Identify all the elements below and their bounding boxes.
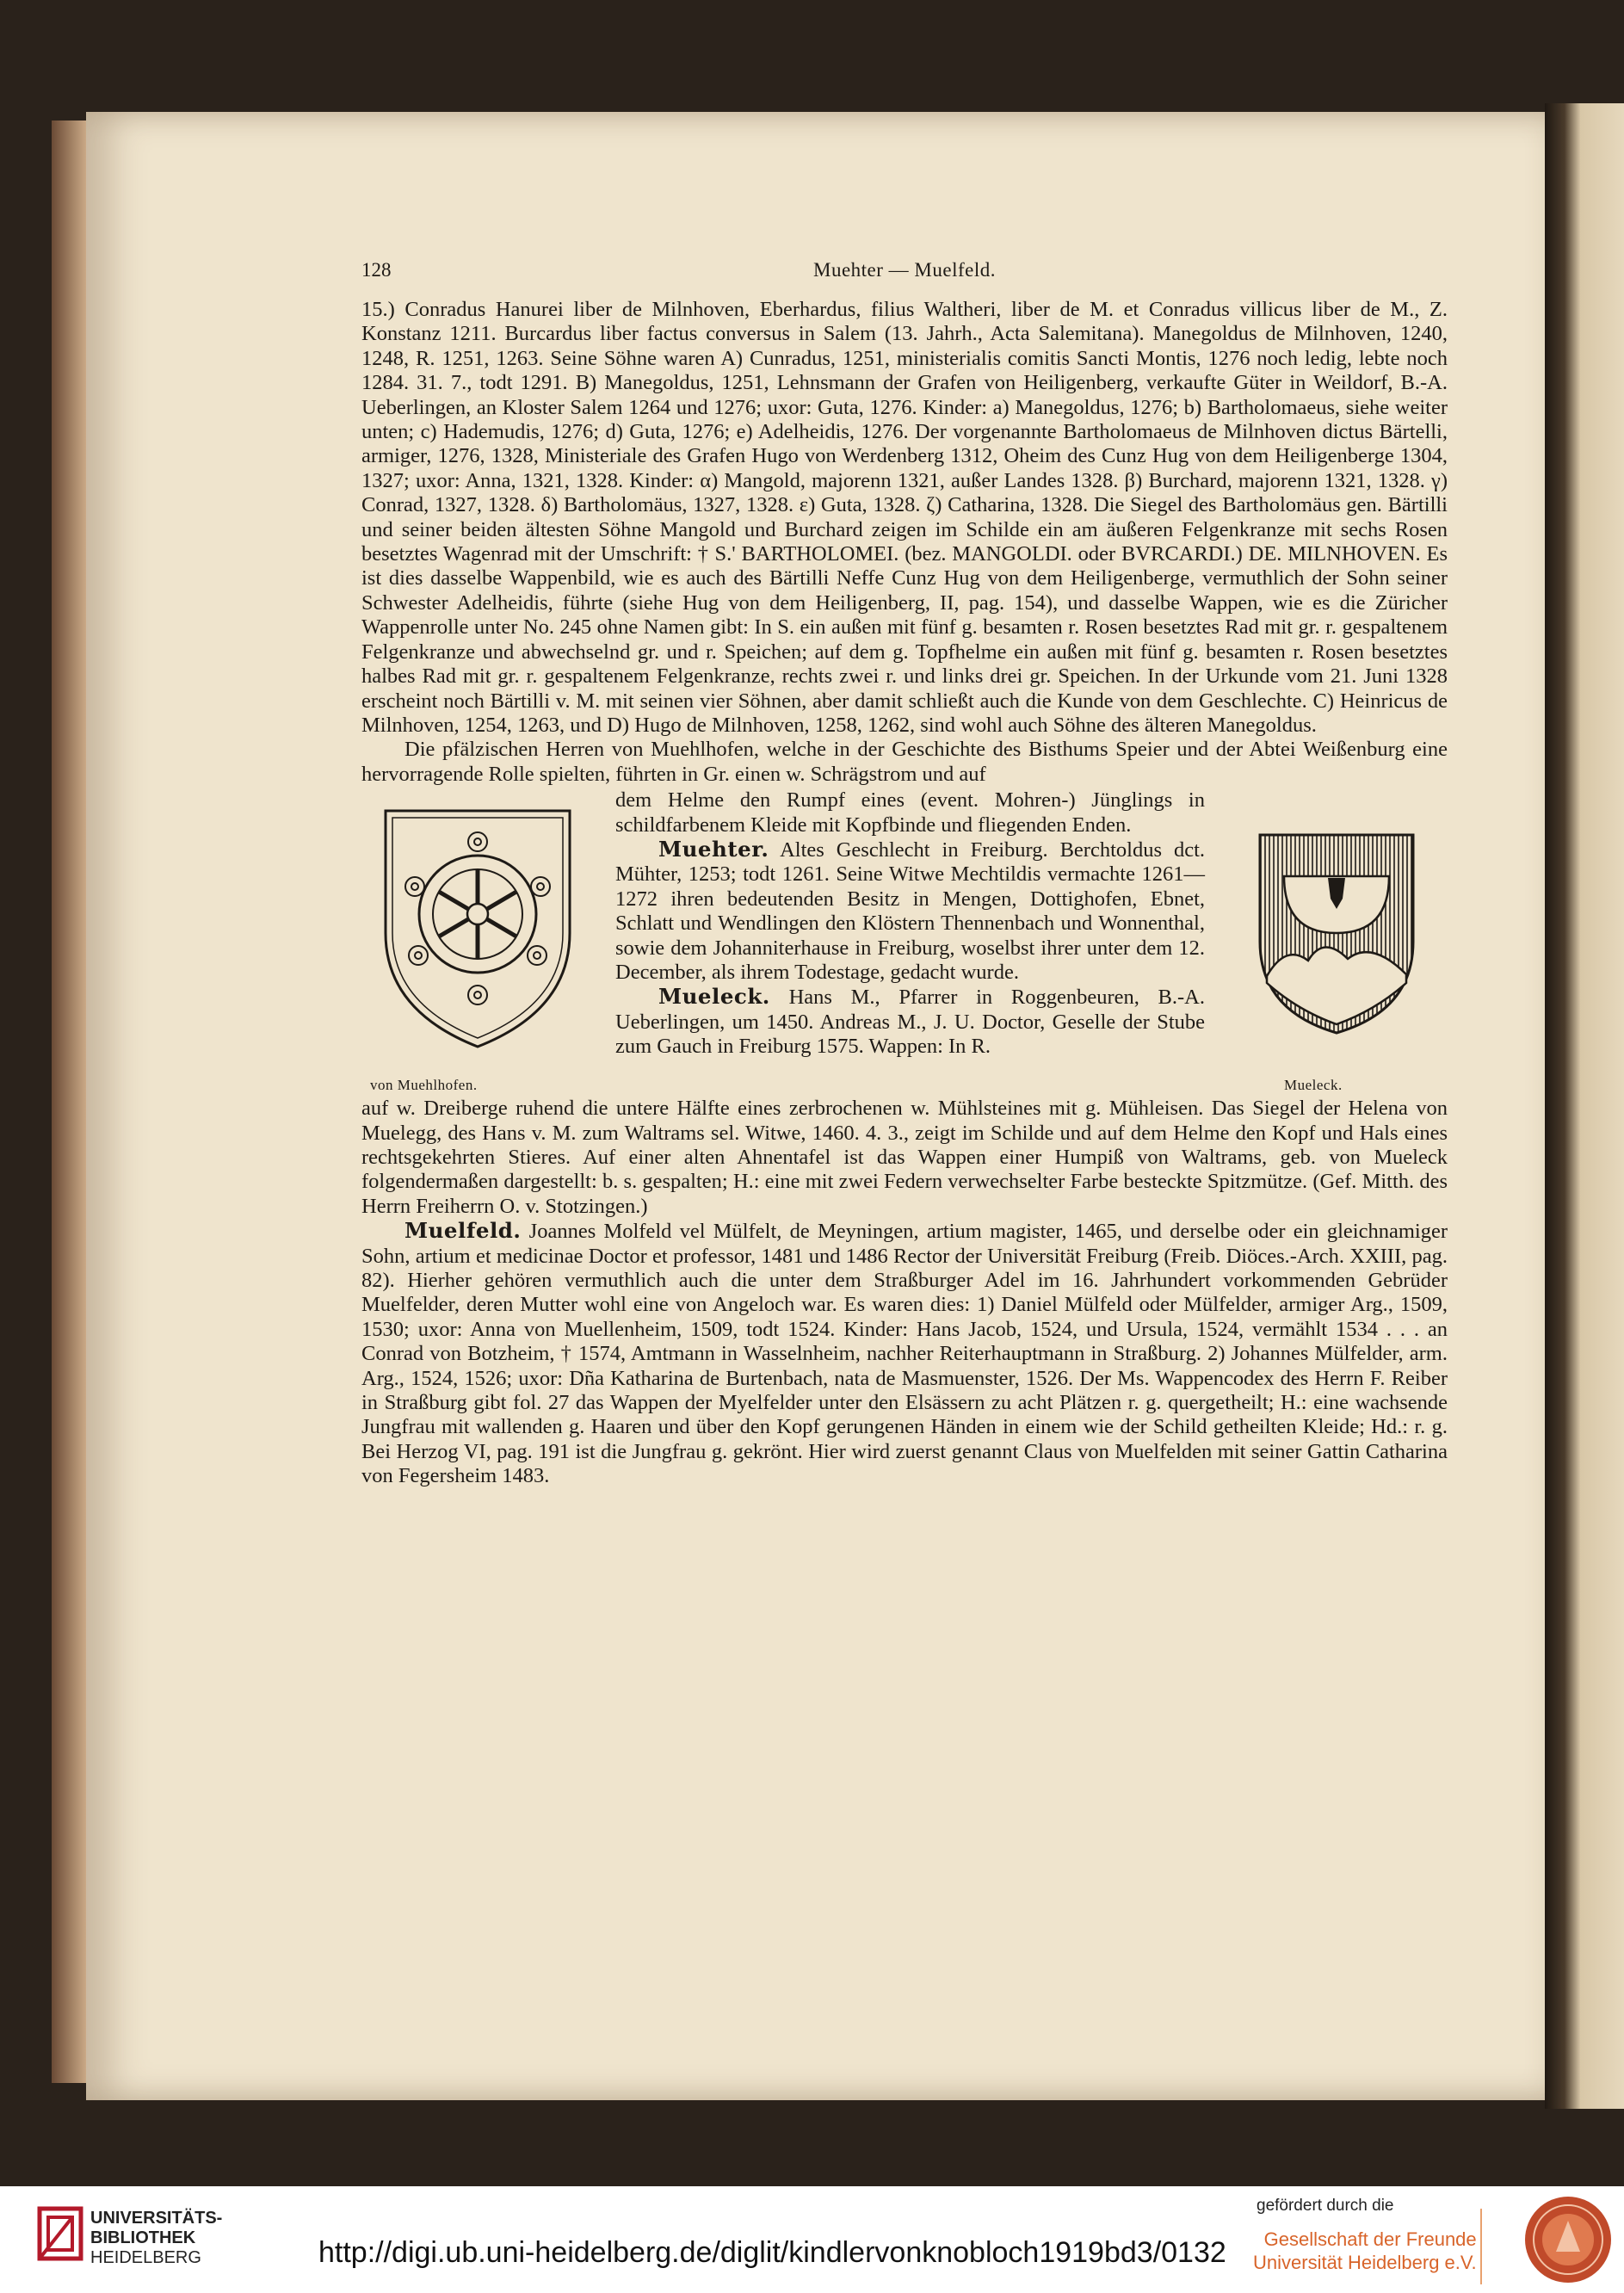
library-name	[90, 2209, 222, 2268]
permalink-url[interactable]: http://digi.ub.uni-heidelberg.de/diglit/kindlervonknobloch1919bd3/0132	[318, 2236, 1226, 2269]
supported-by-text: gefördert durch die	[1257, 2197, 1394, 2215]
university-seal-icon	[1523, 2195, 1613, 2284]
paragraph-mueleck-continued: auf w. Dreiberge ruhend die untere Hälfte eines zerbrochenen w. Mühlsteines mit g. Mühleisen. Das Siegel der Helena von Muelegg, des Hans v. M. zum Waltrams sel. Witwe, 1460. 4. 3., zeigt im Schilde und auf dem Helme den Kopf und Hals eines rechtsgekehrten Stieres. Auf einer alten Ahnentafel ist das Wappen einer Humpiß von Waltrams, geb. von Mueleck folgendermaßen dargestellt: b. s. gespalten; H.: eine mit zwei Federn verwechselter Farbe besteckte Spitzmütze. (Gef. Mitth. des Herrn Freiherrn O. v. Stotzingen.)	[361, 1097, 1448, 1218]
library-line-3: HEIDELBERG	[90, 2248, 201, 2267]
caption-mueleck: Mueleck.	[1284, 1077, 1343, 1094]
running-title: Muehter — Muelfeld.	[813, 259, 996, 281]
muehter-entry: Altes Geschlecht in Freiburg. Berchtoldus dct. Mühter, 1253; todt 1261. Seine Witwe Mechtildis vermachte 1261—1272 ihren bedeutenden Besitz in Mengen, Dottighofen, Ebnet, Schlatt und Wendlingen den Klöstern Thennenbach und Wonnenthal, sowie dem Johanniterhause in Freiburg, woselbst ihrer unter dem 12. December, als ihrem Todestage, gedacht wurde.	[615, 837, 1206, 984]
society-name	[1253, 2228, 1477, 2274]
muelfeld-entry: Joannes Molfeld vel Mülfelt, de Meyningen, artium magister, 1465, und derselbe oder ein gleichnamiger Sohn, artium et medicinae Doctor et professor, 1481 und 1486 Rector der Universität Freiburg (Freib. Diöces.-Arch. XXIII, pag. 82). Hierher gehören vermuthlich auch die unter dem Straßburger Adel im 16. Jahrhundert vorkommenden Gebrüder Muelfelder, deren Mutter wohl eine von Angeloch war. Es waren dies: 1) Daniel Mülfeld oder Mülfelder, armiger Arg., 1509, 1530; uxor: Anna von Muellenheim, 1509, todt 1524. Kinder: Hans Jacob, 1524, und Ursula, 1524, vermählt 1534 . . . an Conrad von Botzheim, † 1574, Amtmann in Wasselnheim, nachher Reiterhauptmann in Straßburg. 2) Johannes Mülfelder, arm. Arg., 1524, 1526; uxor: Dña Katharina de Burtenbach, nata de Masmuenster, 1526. Der Ms. Wappencodex des Herrn F. Reiber in Straßburg gibt fol. 27 das Wappen der Myelfelder unter den Elsässern zu acht Plätzen r. g. quergetheilt; H.: eine wachsende Jungfrau mit wallenden g. Haaren und über den Kopf gerungenen Händen in einem wie der Schild getheilten Kleide; Hd.: r. g. Bei Herzog VI, pag. 191 ist die Jungfrau g. gekrönt. Hier wird zuerst genannt Claus von Muelfelden mit seiner Gattin Catharina von Fegersheim 1483.	[361, 1220, 1448, 1488]
mueleck-entry: Hans M., Pfarrer in Roggenbeuren, B.-A. Ueberlingen, um 1450. Andreas M., J. U. Doctor, Geselle der Stube zum Gauch in Freiburg 1575. Wappen: In R.	[615, 986, 1205, 1059]
library-line-1: UNIVERSITÄTS-	[90, 2209, 223, 2228]
running-head	[361, 258, 1448, 289]
society-line-2: Universität Heidelberg e.V.	[1253, 2252, 1477, 2273]
facing-page-edge	[1545, 103, 1624, 2109]
figure-block	[361, 787, 1448, 1097]
paragraph-muehlhofen: Die pfälzischen Herren von Muehlhofen, welche in der Geschichte des Bisthums Speier und der Abtei Weißenburg eine hervorragende Rolle spielten, führten in Gr. einen w. Schrägstrom und auf	[361, 738, 1448, 786]
coat-of-arms-muehlhofen	[361, 787, 598, 1097]
text-beside-figures	[598, 787, 1222, 1059]
page-content	[361, 258, 1448, 1489]
paragraph-milnhoven: 15.) Conradus Hanurei liber de Milnhoven, Eberhardus, filius Waltheri, liber de M. et Conradus villicus liber de M., Z. Konstanz 1211. Burcardus liber factus conversus in Salem (13. Jahrh., Acta Salemitana). Manegoldus de Milnhoven, 1240, 1248, R. 1251, 1263. Seine Söhne waren A) Cunradus, 1251, ministerialis comitis Sancti Montis, 1276 noch ledig, lebte noch 1284. 31. 7., todt 1291. B) Manegoldus, 1251, Lehnsmann der Grafen von Heiligenberg, verkaufte Güter in Weildorf, B.-A. Ueberlingen, an Kloster Salem 1264 und 1276; uxor: Guta, 1276. Kinder: a) Manegoldus, 1276; b) Bartholomaeus, siehe weiter unten; c) Hademudis, 1276; d) Guta, 1276; e) Adelheidis, 1276. Der vorgenannte Bartholomaeus de Milnhoven dictus Bärtelli, armiger, 1276, 1328, Ministeriale des Grafen Hugo von Werdenberg 1312, Oheim des Cunz Hug von dem Heiligenberge 1304, 1327; uxor: Anna, 1321, 1328. Kinder: α) Mangold, majorenn 1321, außer Landes 1328. β) Burchard, majorenn 1321, 1328. γ) Conrad, 1327, 1328. δ) Bartholomäus, 1327, 1328. ε) Guta, 1328. ζ) Catharina, 1328. Die Siegel des Bartholomäus gen. Bärtilli und seiner beiden ältesten Söhne Mangold und Burchard zeigen im Schilde ein am äußeren Felgenkranze mit sechs Rosen besetztes Wagenrad mit der Umschrift: † S.' BARTHOLOMEI. (bez. MANGOLDI. oder BVRCARDI.) DE. MILNHOVEN. Es ist dies dasselbe Wappenbild, wie es auch des Bärtilli Neffe Cunz Hug von dem Heiligenberge, vermuthlich der Sohn seiner Schwester Adelheidis, führte (siehe Hug von dem Heiligenberg, II, pag. 154), und dasselbe Wappen, wie es die Züricher Wappenrolle unter No. 245 ohne Namen gibt: In S. ein außen mit fünf g. besamten r. Rosen besetztes Rad mit gr. r. gespaltenem Felgenkranze und abwechselnd gr. und r. Speichen; auf dem g. Topfhelme ein außen mit fünf g. besamten r. Rosen besetztes halbes Rad mit gr. r. gespaltenem Felgenkranze, rechts zwei r. und links drei gr. Speichen. In der Urkunde vom 21. Juni 1328 erscheint noch Bärtilli v. M. mit seinen vier Söhnen, aber damit schließt auch die Kunde von dem Geschlechte. C) Heinricus de Milnhoven, 1254, 1263, und D) Hugo de Milnhoven, 1258, 1262, sind wohl auch Söhne des älteren Manegoldus.	[361, 298, 1448, 737]
society-line-1: Gesellschaft der Freunde	[1263, 2228, 1477, 2250]
headword-muehter: Muehter.	[658, 836, 769, 862]
paragraph-helm-description: dem Helme den Rumpf eines (event. Mohren-) Jünglings in schildfarbenem Kleide mit Kopfbinde und fliegenden Enden.	[615, 788, 1205, 837]
millstone-shield-icon	[1255, 830, 1418, 1036]
viewer-footer	[0, 2186, 1624, 2293]
footer-divider	[1480, 2209, 1482, 2284]
page-number: 128	[361, 259, 392, 281]
headword-muelfeld: Muelfeld.	[404, 1218, 522, 1244]
coat-of-arms-mueleck	[1222, 787, 1448, 1097]
headword-mueleck: Mueleck.	[658, 984, 770, 1010]
library-line-2: BIBLIOTHEK	[90, 2228, 196, 2247]
library-logo-icon	[36, 2205, 84, 2262]
wheel-shield-icon	[379, 804, 577, 1054]
caption-muehlhofen: von Muehlhofen.	[370, 1077, 478, 1094]
